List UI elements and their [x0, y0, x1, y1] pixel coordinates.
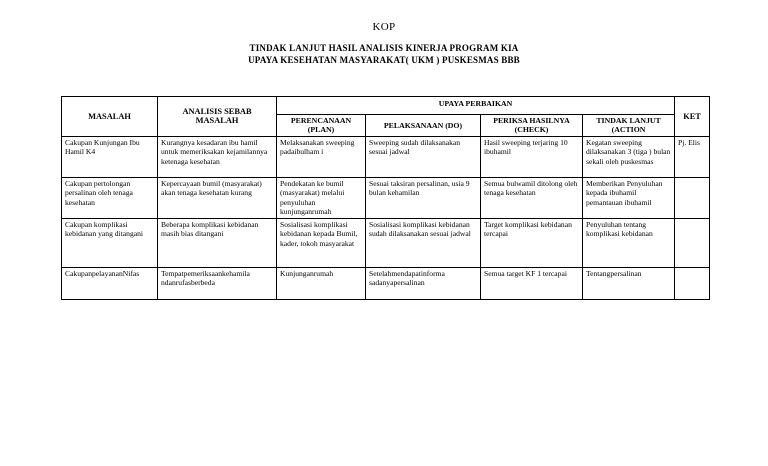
cell-perencanaan: Sosialisasi komplikasi kebidanan kepada Bumil, kader, tokoh masyarakat — [277, 218, 366, 267]
kop-label: KOP — [372, 21, 396, 33]
table-row — [62, 218, 710, 267]
cell-ket — [675, 267, 710, 299]
cell-analisis: Beberapa komplikasi kebidanan masih bias ditangani — [158, 218, 277, 267]
cell-periksa: Semua bulwamil ditolong oleh tenaga kesehatan — [481, 177, 583, 218]
document-title-line-2: UPAYA KESEHATAN MASYARAKAT( UKM ) PUSKESMAS BBB — [248, 55, 520, 65]
header-periksa: PERIKSA HASILNYA (CHECK) — [481, 115, 583, 137]
cell-analisis: Kepercayaan bumil (masyarakat) akan tenaga kesehatan kurang — [158, 177, 277, 218]
cell-tindak-lanjut: Penyuluhan tentang komplikasi kebidanan — [583, 218, 675, 267]
header-ket: KET — [675, 97, 710, 137]
cell-pelaksanaan: Sosialisasi komplikasi kebidanan sudah dilaksanakan sesuai jadwal — [366, 218, 481, 267]
cell-tindak-lanjut: Kegatan sweeping dilaksanakan 3 (tiga ) bulan sekali oleh puskesmas — [583, 136, 675, 177]
cell-ket: Pj. Elis — [675, 136, 710, 177]
cell-analisis: Kurangnya kesadaran ibu hamil untuk memeriksakan kejamilannya ketenaga kesehatan — [158, 136, 277, 177]
table-row — [62, 136, 710, 177]
document-title-line-1: TINDAK LANJUT HASIL ANALISIS KINERJA PROGRAM KIA — [249, 43, 519, 53]
cell-analisis: Tempatpemeriksaankehamila ndanrufasberbeda — [158, 267, 277, 299]
follow-up-table — [61, 96, 710, 300]
cell-masalah: Cakupan komplikasi kebidanan yang ditangani — [62, 218, 158, 267]
cell-masalah: CakupanpelayananNifas — [62, 267, 158, 299]
cell-pelaksanaan: Setelahmendapatinforma sadanyapersalinan — [366, 267, 481, 299]
cell-tindak-lanjut: Memberikan Penyuluhan kepada ibuhamil pemantauan ibuhamil — [583, 177, 675, 218]
cell-perencanaan: Kunjunganrumah — [277, 267, 366, 299]
cell-perencanaan: Melaksanakan sweeping padaibulham i — [277, 136, 366, 177]
cell-periksa: Target komplikasi kebidanan tercapai — [481, 218, 583, 267]
header-upaya-perbaikan: UPAYA PERBAIKAN — [277, 97, 675, 115]
cell-ket — [675, 177, 710, 218]
header-masalah: MASALAH — [62, 97, 158, 137]
cell-pelaksanaan: Sweeping sudah dilaksanakan sesuai jadwal — [366, 136, 481, 177]
header-pelaksanaan: PELAKSANAAN (DO) — [366, 115, 481, 137]
cell-perencanaan: Pendekatan ke bumil (masyarakat) melalui penyuluhan kunjunganrumah — [277, 177, 366, 218]
header-tindak-lanjut: TINDAK LANJUT (ACTION — [583, 115, 675, 137]
header-analisis: ANALISIS SEBAB MASALAH — [158, 97, 277, 137]
cell-pelaksanaan: Sesuai taksiran persalinan, usia 9 bulan kehamilan — [366, 177, 481, 218]
table-row — [62, 267, 710, 299]
cell-ket — [675, 218, 710, 267]
cell-masalah: Cakupan Kunjungan Ibu Hamil K4 — [62, 136, 158, 177]
cell-periksa: Semua target KF 1 tercapai — [481, 267, 583, 299]
cell-tindak-lanjut: Tentangpersalinan — [583, 267, 675, 299]
header-perencanaan: PERENCANAAN (PLAN) — [277, 115, 366, 137]
cell-masalah: Cakupan pertolongan persalinan oleh tenaga kesehatan — [62, 177, 158, 218]
table-row — [62, 177, 710, 218]
cell-periksa: Hasil sweeping terjaring 10 ibuhamil — [481, 136, 583, 177]
